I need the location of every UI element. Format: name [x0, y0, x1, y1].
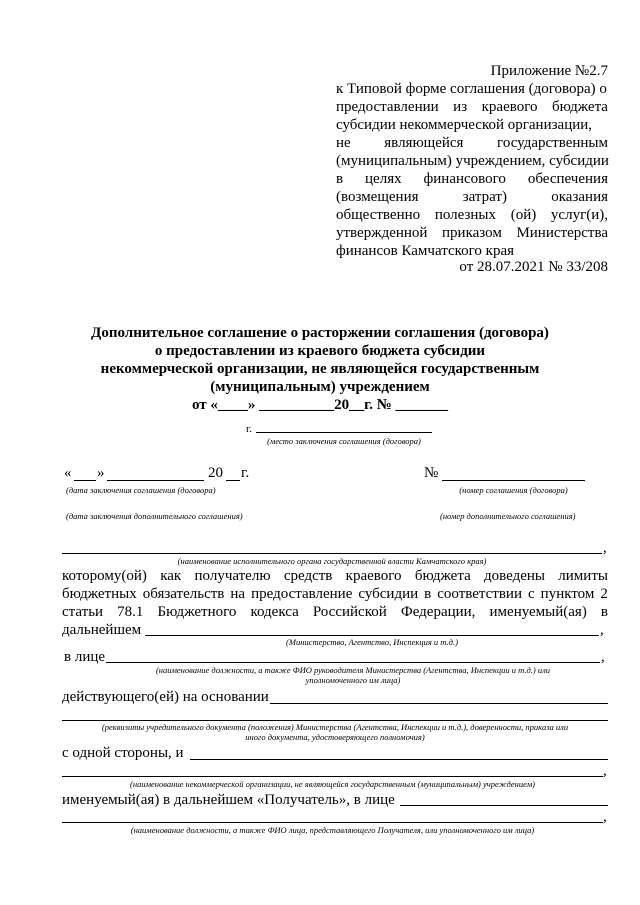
- word: услуг(и),: [550, 207, 608, 223]
- text-line: [336, 98, 608, 116]
- word: пунктом: [540, 586, 595, 602]
- word: предоставление: [251, 586, 353, 602]
- text-line: [336, 206, 608, 224]
- word: 2: [600, 586, 608, 602]
- word: из: [453, 99, 468, 115]
- word: как: [160, 568, 182, 584]
- appendix-number: Приложение №2.7: [490, 63, 608, 79]
- year-prefix: 20: [208, 465, 223, 481]
- month-field[interactable]: [107, 480, 204, 481]
- word: субсидии: [358, 586, 419, 602]
- word: на: [230, 586, 246, 602]
- word: оказания: [551, 189, 608, 205]
- word: статьи: [62, 604, 104, 620]
- basis-caption-1: (реквизиты учредительного документа (положения) Министерства (Агентства, Инспекции и т.д.), доверенности, приказа или: [101, 722, 569, 732]
- main-paragraph: [62, 567, 608, 621]
- day-field[interactable]: [74, 480, 96, 481]
- rep-caption: (наименование должности, а также ФИО лица, представляющего Получателя, или уполномоченного им лица): [130, 825, 535, 835]
- recipient-field[interactable]: [400, 805, 608, 806]
- text-line: [62, 603, 608, 621]
- word: полезных: [434, 207, 497, 223]
- word: бюджетных: [62, 586, 137, 602]
- text-line: [336, 134, 608, 152]
- add-date-caption: (дата заключения дополнительного соглашения): [66, 511, 243, 521]
- date-caption: (дата заключения соглашения (договора): [66, 485, 216, 495]
- agreement-number-field[interactable]: [442, 480, 585, 481]
- comma: ,: [603, 809, 607, 825]
- word: к Типовой форме соглашения (договора) о: [336, 81, 607, 97]
- word: 78.1: [117, 604, 144, 620]
- word: кодекса: [250, 604, 299, 620]
- word: (ой): [510, 207, 537, 223]
- ministry-caption: (Министерство, Агентство, Инспекция и т.д.): [286, 637, 458, 647]
- word: общественно: [336, 207, 421, 223]
- text-line: [336, 224, 608, 242]
- position-caption-2: уполномоченного им лица): [305, 675, 401, 685]
- position-caption-1: (наименование должности, а также ФИО руководителя Министерства (Агентства, Инспекции и т.д.) или: [155, 665, 551, 675]
- word: краевого: [481, 99, 538, 115]
- word: финансового: [423, 171, 506, 187]
- word: Бюджетного: [157, 604, 237, 620]
- word: являющейся: [384, 135, 464, 151]
- organ-caption: (наименование исполнительного органа государственной власти Камчатского края): [177, 556, 487, 566]
- place-field[interactable]: [256, 432, 432, 433]
- head-field[interactable]: [106, 662, 600, 663]
- acting-label: действующего(ей) на основании: [62, 689, 269, 705]
- document-title: [0, 324, 640, 414]
- word: в: [336, 171, 344, 187]
- one-side-label: с одной стороны, и: [62, 745, 184, 761]
- org-field[interactable]: [190, 759, 608, 760]
- word: обеспечения: [527, 171, 608, 187]
- word: с: [528, 586, 535, 602]
- quote-close: »: [97, 465, 105, 481]
- text-line: [62, 567, 608, 585]
- basis-field-2[interactable]: [62, 720, 608, 721]
- text-line: [336, 80, 608, 98]
- basis-field[interactable]: [270, 703, 608, 704]
- word: лимиты: [558, 568, 608, 584]
- comma: ,: [600, 622, 604, 638]
- word: бюджета: [414, 568, 471, 584]
- word: средств: [283, 568, 333, 584]
- word: соответствии: [437, 586, 522, 602]
- word: в: [600, 604, 608, 620]
- word: Российской: [312, 604, 387, 620]
- in-person-label: в лице: [64, 649, 106, 665]
- word: финансов Камчатского края: [336, 243, 515, 259]
- word: Федерации,: [400, 604, 476, 620]
- title-line-4: (муниципальным) учреждением: [210, 379, 430, 395]
- title-line-3: некоммерческой организации, не являющейся государственным: [100, 361, 540, 377]
- number-caption: (номер соглашения (договора): [459, 485, 568, 495]
- appendix-text: [336, 80, 608, 260]
- title-line-1: Дополнительное соглашение о расторжении соглашения (договора): [91, 325, 549, 341]
- org-caption: (наименование некоммерческой организации, не являющейся государственным (муниципальным) учреждением): [130, 779, 535, 789]
- title-line-5: от «____» __________20__г. № _______: [191, 397, 449, 413]
- word: бюджета: [552, 99, 608, 115]
- number-sign: №: [424, 465, 439, 481]
- word: субсидии некоммерческой организации,: [336, 117, 593, 133]
- word: Министерства: [516, 225, 608, 241]
- recipient-label: именуемый(ая) в дальнейшем «Получатель», в лице: [62, 792, 395, 808]
- word: предоставлении: [336, 99, 439, 115]
- title-line-2: о предоставлении из краевого бюджета субсидии: [154, 343, 486, 359]
- year-suffix: г.: [241, 465, 250, 481]
- text-line: [336, 152, 608, 170]
- word: краевого: [345, 568, 402, 584]
- org-field-2[interactable]: [62, 776, 603, 777]
- rep-field[interactable]: [62, 822, 603, 823]
- word: именуемый(ая): [489, 604, 587, 620]
- word: государственным: [497, 135, 608, 151]
- word: не: [336, 135, 351, 151]
- word: доведены: [484, 568, 546, 584]
- word: (муниципальным) учреждением, субсидии: [336, 153, 609, 169]
- comma: ,: [603, 540, 607, 556]
- text-line: [62, 585, 608, 603]
- word: которому(ой): [62, 568, 147, 584]
- word: утвержденной: [336, 225, 428, 241]
- organ-field[interactable]: [62, 553, 602, 554]
- place-caption: (место заключения соглашения (договора): [267, 436, 421, 446]
- basis-caption-2: иного документа, удостоверяющего полномочия): [245, 732, 425, 742]
- place-prefix: г.: [246, 423, 253, 435]
- word: (возмещения: [336, 189, 419, 205]
- quote-open: «: [64, 465, 72, 481]
- comma: ,: [601, 649, 605, 665]
- word: обязательств: [142, 586, 225, 602]
- ministry-field[interactable]: [145, 635, 599, 636]
- word: приказом: [442, 225, 502, 241]
- comma: ,: [603, 763, 607, 779]
- word: получателю: [194, 568, 271, 584]
- hereafter-label: дальнейшем: [62, 622, 142, 638]
- word: затрат): [462, 189, 507, 205]
- text-line: [336, 188, 608, 206]
- text-line: [336, 116, 608, 134]
- word: целях: [365, 171, 402, 187]
- word: в: [424, 586, 432, 602]
- text-line: [336, 170, 608, 188]
- year-field[interactable]: [226, 480, 240, 481]
- appendix-order-date: от 28.07.2021 № 33/208: [459, 259, 608, 275]
- add-number-caption: (номер дополнительного соглашения): [440, 511, 576, 521]
